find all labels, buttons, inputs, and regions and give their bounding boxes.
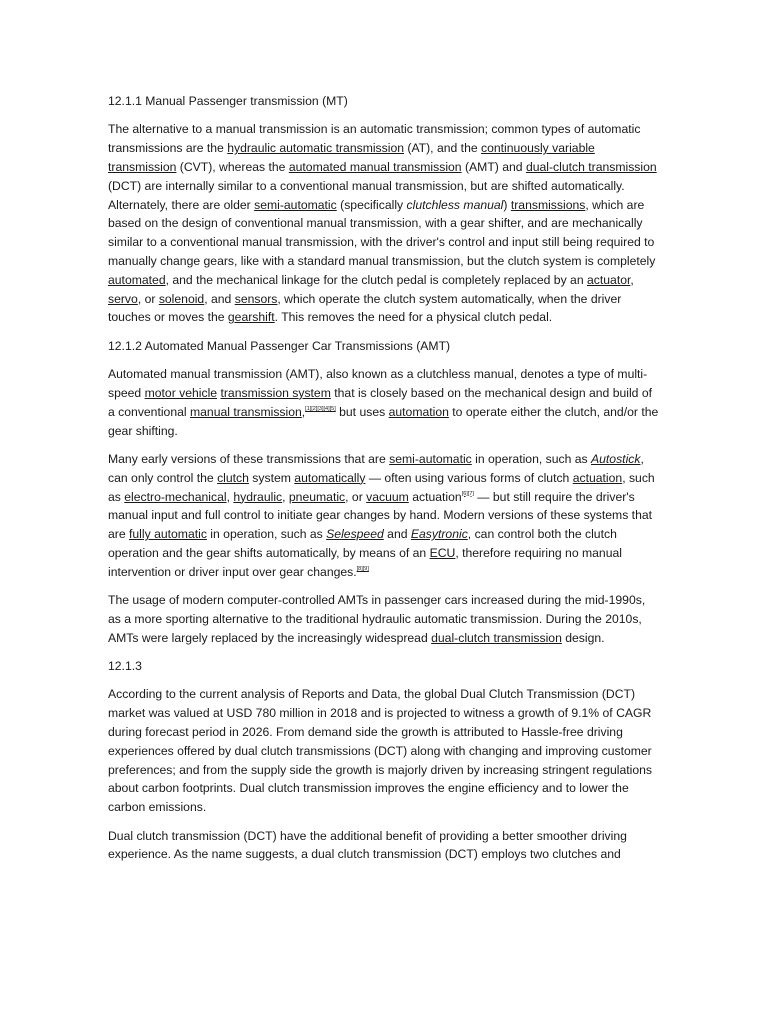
text-run: The alternative to a manual transmission is an automatic transmission; common types of automatic transmissions are the — [108, 122, 641, 156]
text-run: but uses — [335, 404, 389, 419]
inline-link[interactable]: sensors — [234, 291, 278, 306]
inline-link[interactable]: automation — [388, 404, 449, 419]
citation-link[interactable]: [1][2][3][4][5] — [305, 405, 336, 412]
inline-link[interactable]: electro-mechanical — [124, 489, 227, 504]
text-run: in operation, such as — [471, 451, 592, 466]
section-heading-amt: 12.1.2 Automated Manual Passenger Car Transmissions (AMT) — [108, 338, 451, 353]
inline-link[interactable]: Easytronic — [410, 527, 468, 542]
text-run: Dual clutch transmission (DCT) have the additional benefit of providing a better smoother driving experience. As the name suggests, a dual clutch transmission (DCT) employs two clutches and — [108, 828, 627, 862]
text-run: , and — [204, 291, 235, 306]
paragraph-amt-definition — [108, 365, 660, 440]
text-run: that is closely based on the mechanical design and build of a conventional — [108, 385, 653, 419]
inline-link[interactable]: Autostick — [591, 451, 641, 466]
paragraph-amt-usage — [108, 591, 660, 647]
text-run: , which operate the clutch system automatically, when the driver touches or moves the — [108, 291, 622, 325]
inline-link[interactable]: hydraulic — [233, 489, 283, 504]
text-run: , — [282, 489, 289, 504]
text-run: (CVT), whereas the — [176, 159, 289, 174]
italic-text: clutchless manual — [406, 197, 504, 212]
inline-link[interactable]: continuously variable transmission — [108, 141, 595, 174]
section-heading-manual-transmission: 12.1.1 Manual Passenger transmission (MT) — [108, 94, 348, 108]
inline-link[interactable]: automatically — [294, 470, 366, 485]
inline-link[interactable]: dual-clutch transmission — [431, 630, 562, 645]
text-run: — often using various forms of clutch — [365, 470, 573, 485]
section-heading-dct: 12.1.3 — [108, 659, 142, 674]
inline-link[interactable]: manual transmission — [190, 404, 302, 419]
inline-link[interactable]: gearshift — [227, 310, 275, 325]
inline-link[interactable]: transmissions — [510, 197, 586, 212]
inline-link[interactable]: automated manual transmission — [288, 159, 462, 174]
inline-link[interactable]: semi-automatic — [254, 197, 337, 212]
inline-link[interactable]: ECU — [429, 545, 456, 560]
text-run: (DCT) are internally similar to a conventional manual transmission, but are shifted automatically. Alternately, there are older — [108, 178, 625, 212]
inline-link[interactable]: semi-automatic — [389, 451, 472, 466]
inline-link[interactable]: pneumatic — [288, 489, 346, 504]
text-run: and — [383, 527, 411, 542]
text-run: , — [301, 404, 306, 419]
inline-link[interactable]: transmission system — [220, 385, 331, 400]
inline-link[interactable]: automated — [108, 272, 166, 287]
inline-link[interactable]: fully automatic — [129, 527, 207, 542]
text-run: actuation — [408, 489, 462, 504]
text-run: , — [226, 489, 234, 504]
text-run: The usage of modern computer-controlled AMTs in passenger cars increased during the mid-1990s, as a more sporting alternative to the traditional hydraulic automatic transmission. During the 2010s, AMTs were largely replaced by the increasingly widespread — [108, 593, 646, 645]
citation-link[interactable]: [8][9] — [356, 565, 369, 572]
text-run: (AMT) and — [461, 159, 526, 174]
text-run: system — [248, 470, 295, 485]
citation-link[interactable]: [6][7] — [461, 490, 474, 497]
paragraph-dct-market — [108, 685, 660, 817]
text-run: design. — [561, 630, 605, 645]
text-run: According to the current analysis of Reports and Data, the global Dual Clutch Transmission (DCT) market was valued at USD 780 million in 2018 and is projected to witness a growth of 9.1% of CAGR during forecast period in 2026. From demand side the growth is attributed to Hassle-free driving experiences offered by dual clutch transmissions (DCT) along with changing and improving customer preferences; and from the supply side the growth is majorly driven by increasing stringent regulations about carbon footprints. Dual clutch transmission improves the engine efficiency and to lower the carbon emissions. — [108, 687, 652, 815]
text-run: (specifically — [336, 197, 407, 212]
text-run: , — [630, 272, 634, 287]
text-run: , or — [345, 489, 367, 504]
inline-link[interactable]: vacuum — [366, 489, 409, 504]
inline-link[interactable]: actuator — [587, 272, 631, 287]
inline-link[interactable]: dual-clutch transmission — [525, 159, 657, 174]
text-run: , therefore requiring no manual intervention or driver input over gear changes. — [108, 545, 622, 579]
text-run: , can only control the — [108, 451, 644, 485]
text-run: to operate either the clutch, and/or the gear shifting. — [108, 404, 659, 438]
inline-link[interactable]: servo — [108, 291, 138, 306]
inline-link[interactable]: actuation — [572, 470, 623, 485]
text-run: Many early versions of these transmissions that are — [108, 451, 390, 466]
inline-link[interactable]: Selespeed — [326, 527, 384, 542]
text-run: , or — [137, 291, 159, 306]
text-run: , which are based on the design of conventional manual transmission, with a gear shifter, and are mechanically similar to a conventional manual transmission, with the driver's control and input still being required to manually change gears, like with a standard manual transmission, but the clutch system is completely — [108, 197, 656, 268]
document-body — [108, 92, 660, 874]
text-run: — but still require the driver's manual input and full control to initiate gear changes by hand. Modern versions of these systems that are — [108, 489, 653, 542]
text-run: Automated manual transmission (AMT), also known as a clutchless manual, denotes a type of multi-speed — [108, 367, 648, 400]
inline-link[interactable]: hydraulic automatic transmission — [227, 141, 405, 156]
text-run: ) — [503, 197, 511, 212]
inline-link[interactable]: clutch — [217, 470, 249, 485]
paragraph-dct-benefit — [108, 827, 660, 865]
text-run: , can control both the clutch operation and the gear shifts automatically, by means of an — [108, 527, 617, 560]
text-run: , and the mechanical linkage for the clutch pedal is completely replaced by an — [165, 272, 587, 287]
paragraph-manual-alternatives — [108, 120, 660, 327]
inline-link[interactable]: motor vehicle — [144, 385, 218, 400]
inline-link[interactable]: solenoid — [158, 291, 205, 306]
text-run: , such as — [108, 470, 655, 504]
text-run: in operation, such as — [206, 527, 327, 542]
text-run: (AT), and the — [404, 141, 482, 156]
text-run: . This removes the need for a physical clutch pedal. — [274, 310, 553, 325]
paragraph-amt-early-versions — [108, 450, 660, 582]
